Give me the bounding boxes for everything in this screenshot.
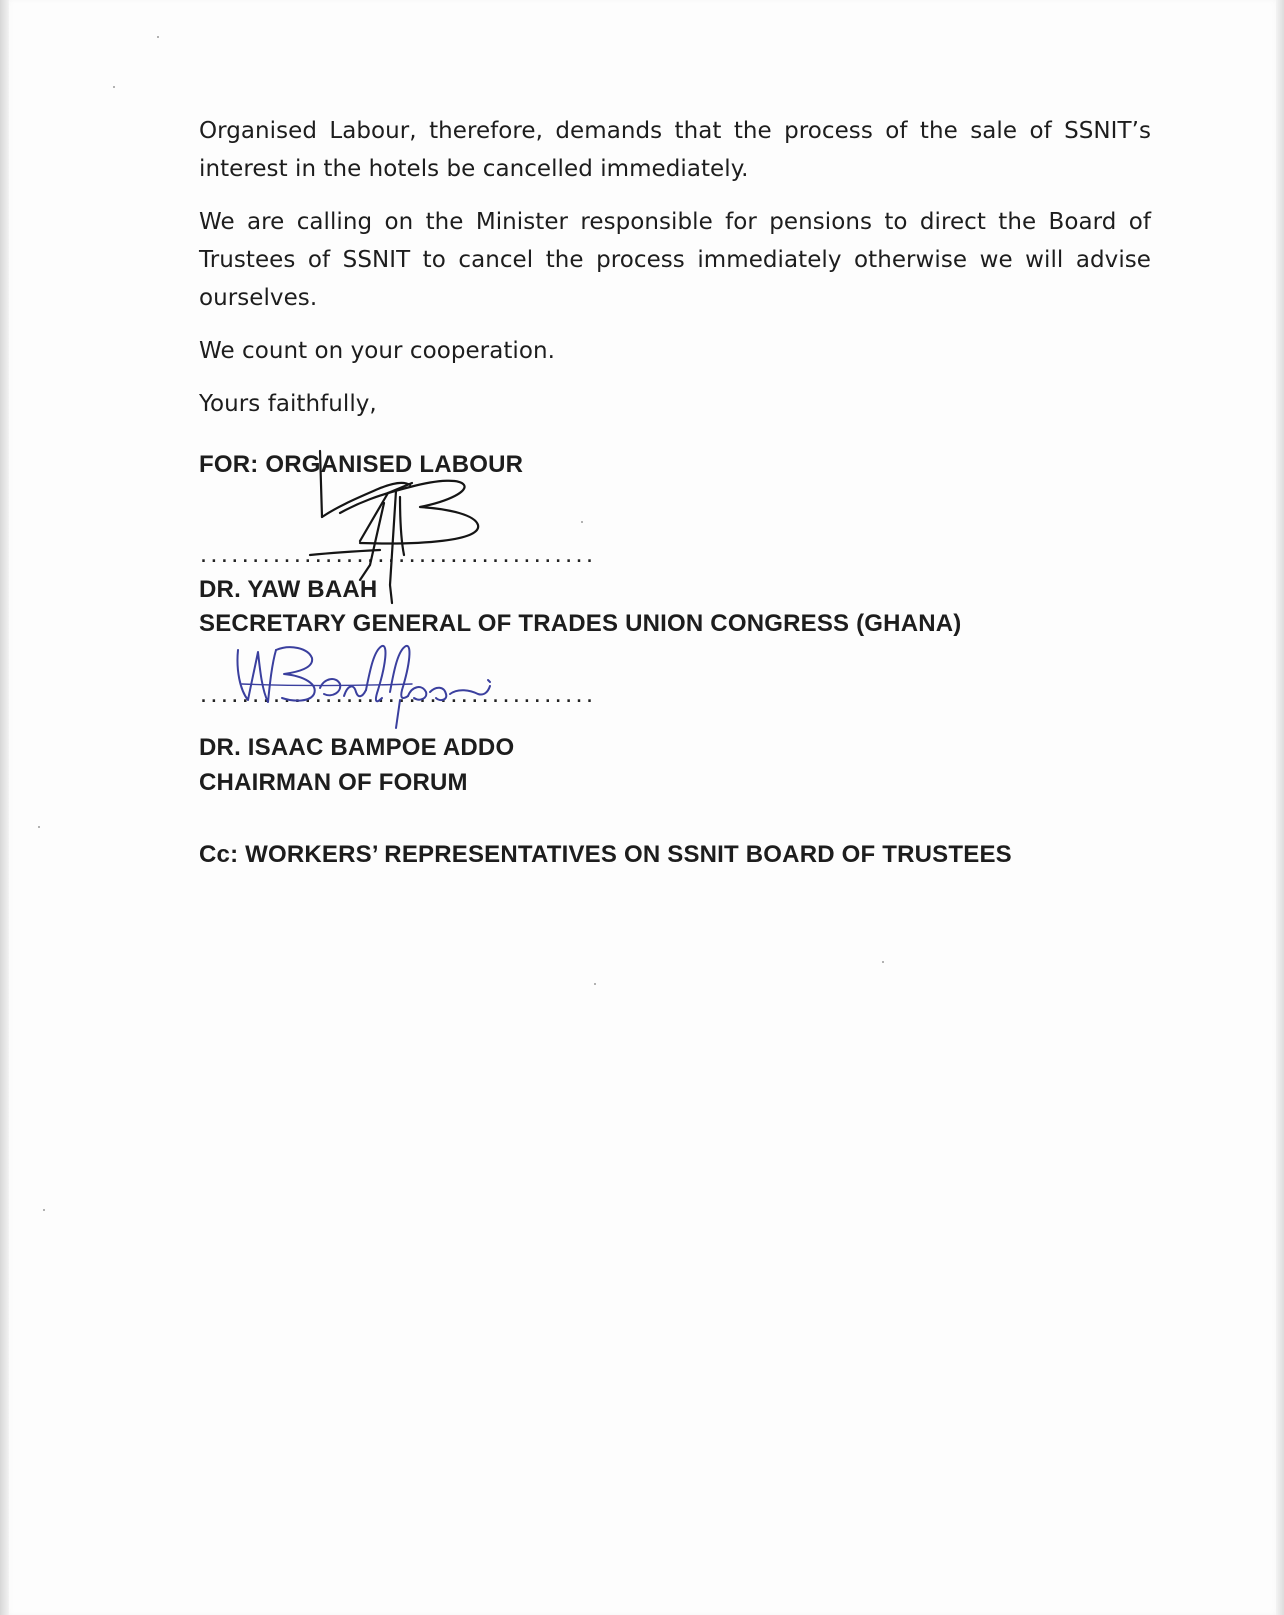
scan-speck: [882, 961, 884, 963]
signatory-1-title: SECRETARY GENERAL OF TRADES UNION CONGRESS (GHANA): [199, 610, 962, 637]
scan-edge-right: [1276, 0, 1284, 1615]
paragraph-cooperation: We count on your cooperation.: [199, 338, 555, 364]
signature-line-1: ......................................: [199, 548, 596, 566]
scan-edge-left: [0, 0, 9, 1615]
paragraph-call-minister: We are calling on the Minister responsible for pensions to direct the Board of Trustees of SSNIT to cancel the process immediately otherwise we will advise ourselves.: [199, 209, 1151, 311]
for-organised-labour: FOR: ORGANISED LABOUR: [199, 451, 524, 478]
closing-salutation: Yours faithfully,: [199, 391, 377, 417]
scan-speck: [157, 36, 159, 38]
scan-speck: [38, 826, 40, 828]
scan-speck: [43, 1209, 45, 1211]
signature-2-icon: [232, 640, 512, 730]
signatory-2-title: CHAIRMAN OF FORUM: [199, 769, 468, 796]
cc-line: Cc: WORKERS’ REPRESENTATIVES ON SSNIT BOARD OF TRUSTEES: [199, 841, 1012, 868]
signature-line-2: ......................................: [199, 688, 596, 706]
scan-speck: [581, 521, 583, 523]
signature-1-icon: [300, 445, 500, 605]
letter-body: [199, 112, 1151, 423]
paragraph-demand: Organised Labour, therefore, demands that the process of the sale of SSNIT’s interest in the hotels be cancelled immediately.: [199, 118, 1151, 182]
scan-speck: [594, 983, 596, 985]
scan-speck: [113, 86, 115, 88]
signatory-1-name: DR. YAW BAAH: [199, 576, 378, 603]
signatory-2-name: DR. ISAAC BAMPOE ADDO: [199, 734, 515, 761]
